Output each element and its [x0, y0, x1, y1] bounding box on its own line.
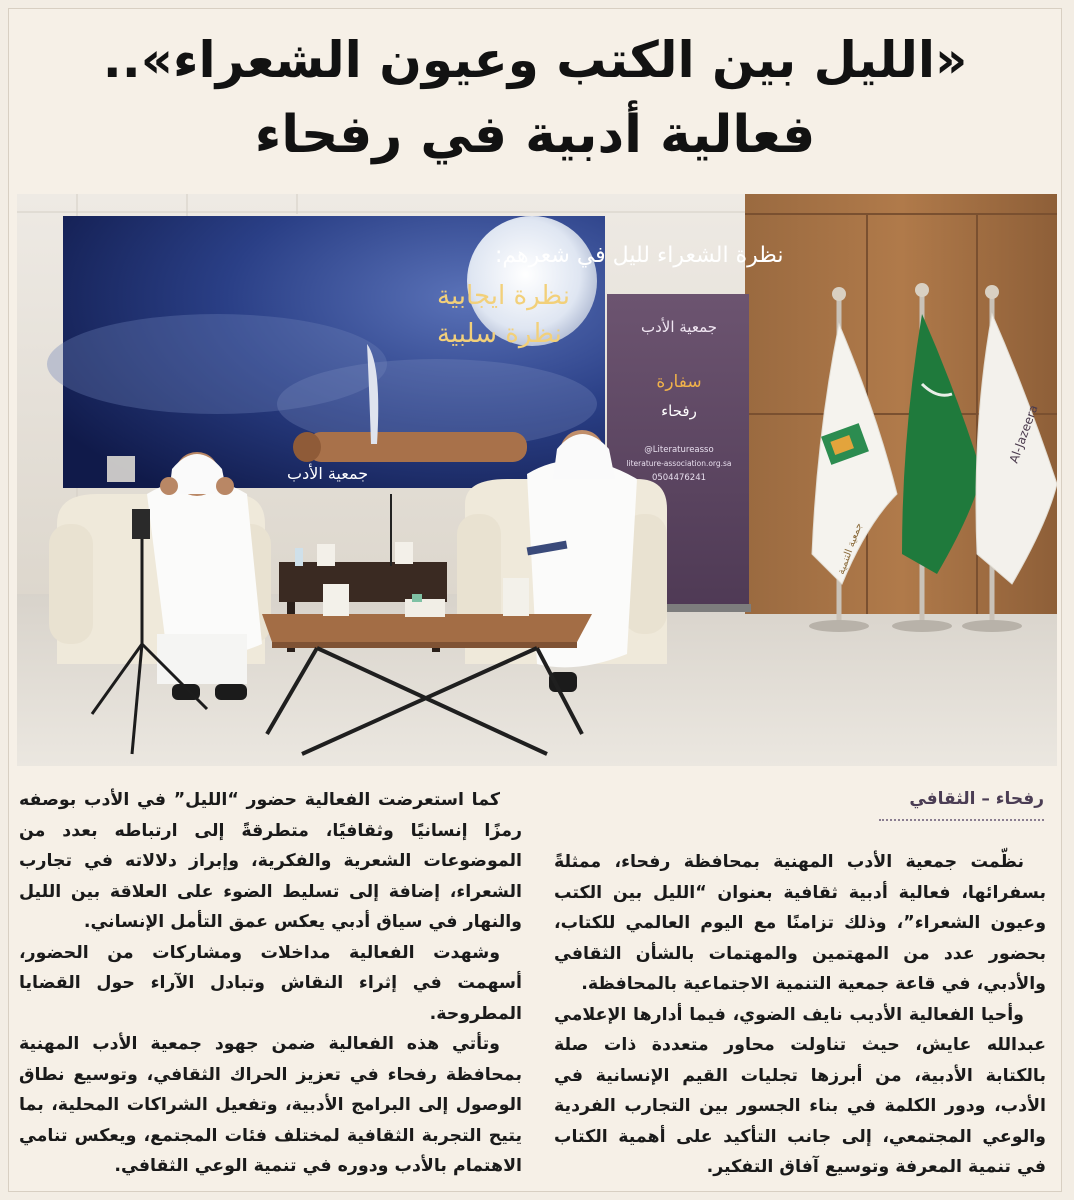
- banner-phone: 0504476241: [651, 473, 707, 483]
- flag-left-text: جمعية التنمية: [835, 521, 865, 577]
- banner-org: جمعية الأدب: [640, 318, 718, 336]
- event-photo: [17, 194, 1057, 766]
- article-column-right: [554, 847, 1046, 1183]
- paragraph: وشهدت الفعالية مداخلات ومشاركات من الحضور، أسهمت في إثراء النقاش وتبادل الآراء حول القضايا المطروحة.: [19, 942, 522, 1024]
- screen-logo-name: جمعية الأدب: [287, 464, 369, 483]
- article-column-left: [19, 785, 522, 1182]
- banner-website: literature-association.org.sa: [626, 459, 732, 468]
- banner-embassy: سفارة: [656, 372, 702, 392]
- paragraph: نظّمت جمعية الأدب المهنية بمحافظة رفحاء، ممثلةً بسفرائها، فعالية أدبية ثقافية بعنوان “الليل بين الكتب وعيون الشعراء”، وذلك تزامنًا مع اليوم العالمي للكتاب، بحضور عدد من المهتمين والمهتمات بالشأن الثقافي والأدبي، في قاعة جمعية التنمية الاجتماعية بالمحافظة.: [554, 852, 1046, 994]
- paragraph: كما استعرضت الفعالية حضور “الليل” في الأدب بوصفه رمزًا إنسانيًا وثقافيًا، متطرقةً إلى ارتباطه بعدد من الموضوعات الشعرية والفكرية، وإبراز دلالاته في تجارب الشعراء، إضافة إلى تسليط الضوء على العلاقة بين الليل والنهار في سياق أدبي يعكس عمق التأمل الإنساني.: [19, 790, 522, 932]
- flag-right-text: Al-Jazeera: [1006, 403, 1041, 466]
- banner-city: رفحاء: [661, 402, 697, 420]
- screen-title: نظرة الشعراء لليل في شعرهم:: [495, 243, 784, 268]
- headline-line-2: فعالية أدبية في رفحاء: [254, 105, 816, 165]
- screen-line-negative: نظرة سلبية: [437, 319, 562, 349]
- paragraph: وتأتي هذه الفعالية ضمن جهود جمعية الأدب المهنية بمحافظة رفحاء في تعزيز الحراك الثقافي، وتوسيع نطاق الوصول إلى البرامج الأدبية، وتفعيل الشراكات المحلية، بما يتيح التجربة الثقافية لمختلف فئات المجتمع، ويعكس تنامي الاهتمام بالأدب ودوره في تنمية الوعي الثقافي.: [19, 1034, 522, 1176]
- article-byline: رفحاء – الثقافي: [879, 789, 1044, 821]
- banner-handle: @Literatureasso: [644, 445, 714, 455]
- headline-line-1: «الليل بين الكتب وعيون الشعراء»..: [102, 31, 968, 89]
- screen-line-positive: نظرة ايجابية: [437, 281, 570, 311]
- paragraph: وأحيا الفعالية الأديب نايف الضوي، فيما أدارها الإعلامي عبدالله عايش، حيث تناولت محاور متعددة ذات صلة بالكتابة الأدبية، من أبرزها تجليات القيم الإنسانية في الأدب، ودور الكلمة في بناء الجسور بين التجارب الفردية والوعي المجتمعي، إلى جانب التأكيد على أهمية الكتاب في تنمية المعرفة وتوسيع آفاق التفكير.: [554, 1004, 1046, 1177]
- newspaper-page: [8, 8, 1062, 1192]
